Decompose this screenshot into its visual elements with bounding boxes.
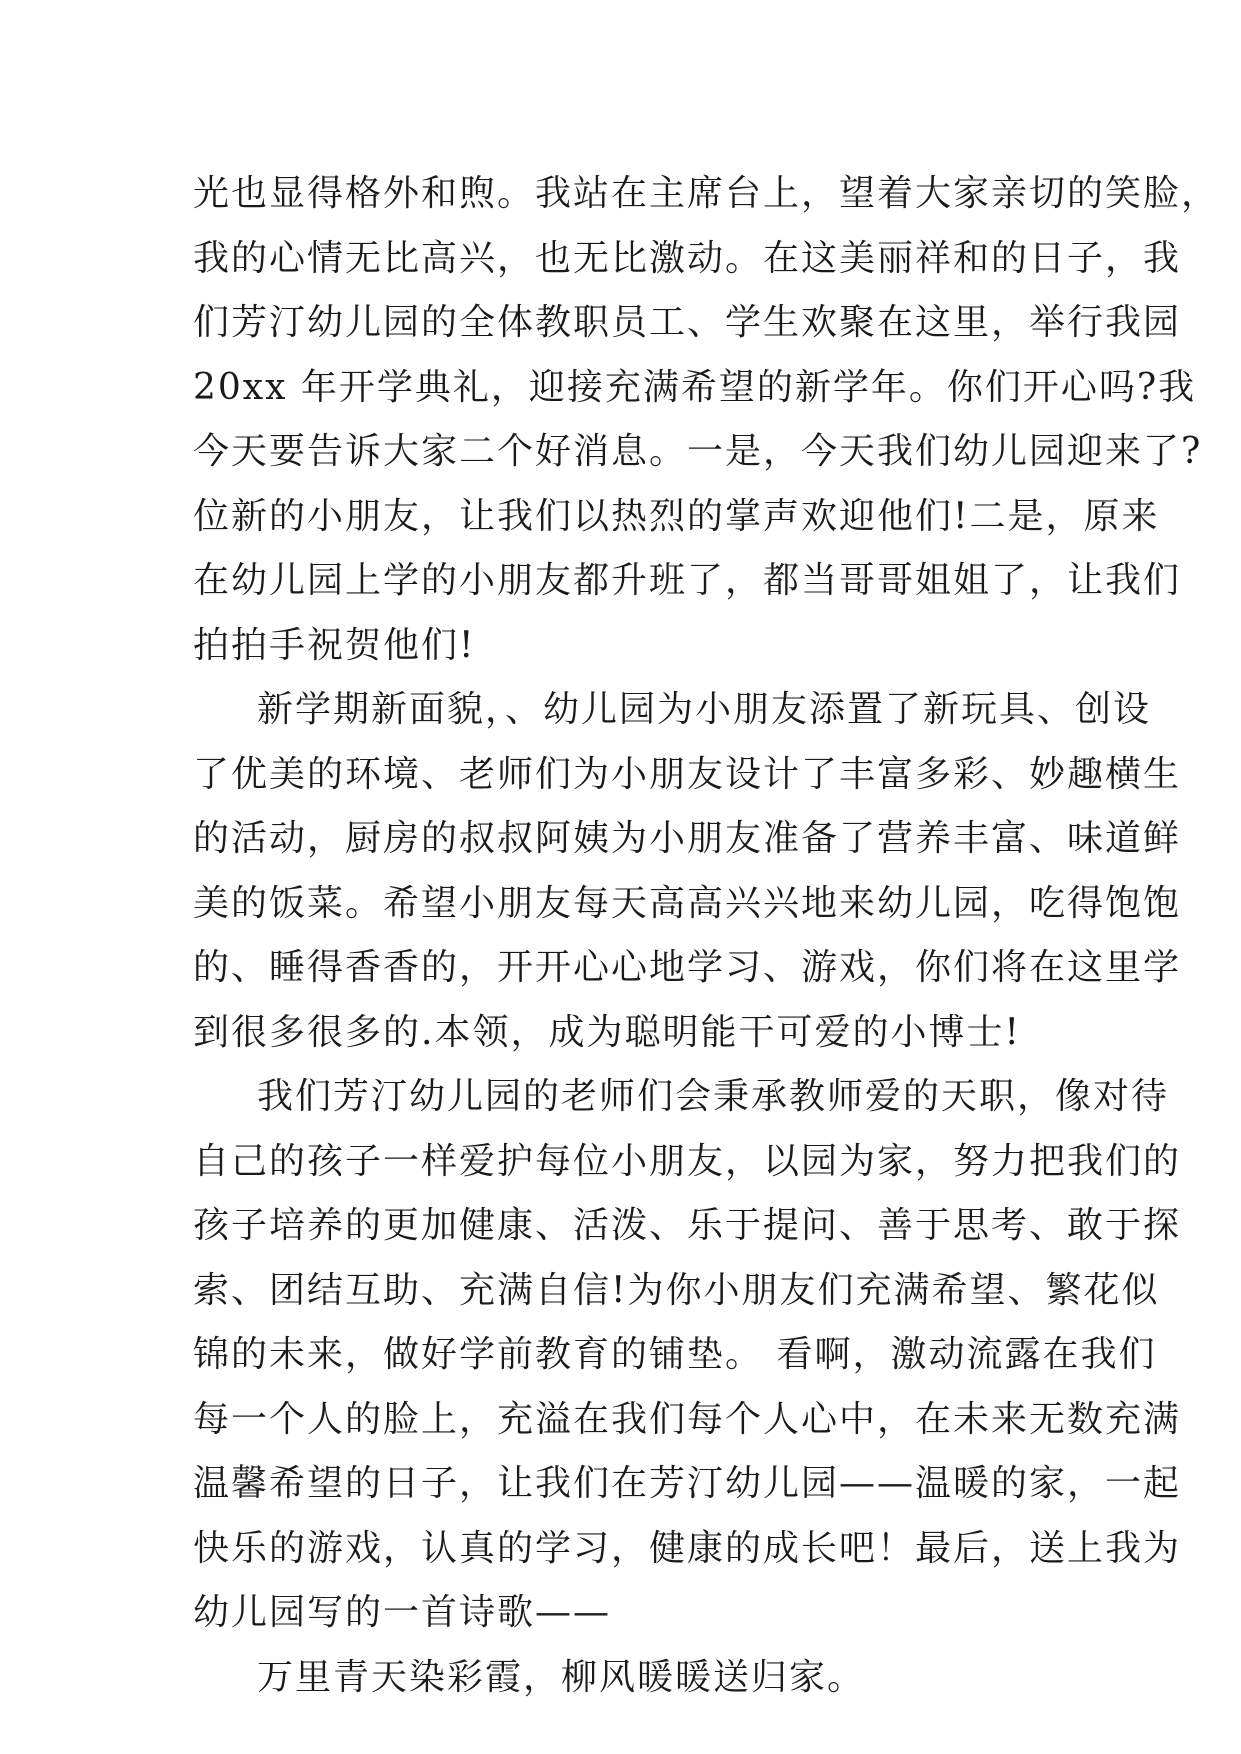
text-line: 们芳汀幼儿园的全体教职员工、学生欢聚在这里，举行我园 — [193, 302, 1182, 343]
text-line: 的活动，厨房的叔叔阿姨为小朋友准备了营养丰富、味道鲜 — [193, 818, 1182, 859]
text-line: 自己的孩子一样爱护每位小朋友，以园为家，努力把我们的 — [193, 1140, 1182, 1182]
text-line: 20xx 年开学典礼，迎接充满希望的新学年。你们开心吗?我 — [193, 366, 1197, 408]
text-line: 光也显得格外和煦。我站在主席台上，望着大家亲切的笑脸， — [193, 173, 1220, 214]
text-line: 孩子培养的更加健康、活泼、乐于提问、善于思考、敢于探 — [193, 1205, 1182, 1246]
text-line: 锦的未来，做好学前教育的铺垫。 看啊，激动流露在我们 — [193, 1334, 1157, 1375]
text-line: 了优美的环境、老师们为小朋友设计了丰富多彩、妙趣横生 — [193, 753, 1182, 795]
text-line: 我的心情无比高兴，也无比激动。在这美丽祥和的日子，我 — [193, 237, 1182, 279]
paragraph-first-line: 我们芳汀幼儿园的老师们会秉承教师爱的天职，像对待 — [257, 1076, 1170, 1117]
text-line: 位新的小朋友，让我们以热烈的掌声欢迎他们!二是，原来 — [193, 495, 1160, 537]
text-line: 快乐的游戏，认真的学习，健康的成长吧！最后，送上我为 — [193, 1527, 1182, 1569]
text-line: 美的饭菜。希望小朋友每天高高兴兴地来幼儿园，吃得饱饱 — [193, 882, 1182, 924]
text-line: 幼儿园写的一首诗歌—— — [193, 1592, 612, 1633]
paragraph-first-line: 新学期新面貌，、幼儿园为小朋友添置了新玩具、创设 — [257, 689, 1152, 730]
poem-line: 万里青天染彩霞，柳风暖暖送归家。 — [257, 1656, 866, 1698]
text-line: 在幼儿园上学的小朋友都升班了，都当哥哥姐姐了，让我们 — [193, 560, 1182, 601]
text-line: 今天要告诉大家二个好消息。一是，今天我们幼儿园迎来了? — [193, 431, 1203, 472]
text-line: 每一个人的脸上，充溢在我们每个人心中，在未来无数充满 — [193, 1398, 1182, 1440]
text-line: 到很多很多的.本领，成为聪明能干可爱的小博士! — [193, 1011, 1021, 1053]
document-body — [193, 162, 1220, 1710]
text-line: 拍拍手祝贺他们! — [193, 624, 476, 666]
text-line: 索、团结互助、充满自信!为你小朋友们充满希望、繁花似 — [193, 1269, 1160, 1311]
text-line: 的、睡得香香的，开开心心地学习、游戏，你们将在这里学 — [193, 947, 1182, 988]
text-line: 温馨希望的日子，让我们在芳汀幼儿园——温暖的家，一起 — [193, 1463, 1182, 1504]
